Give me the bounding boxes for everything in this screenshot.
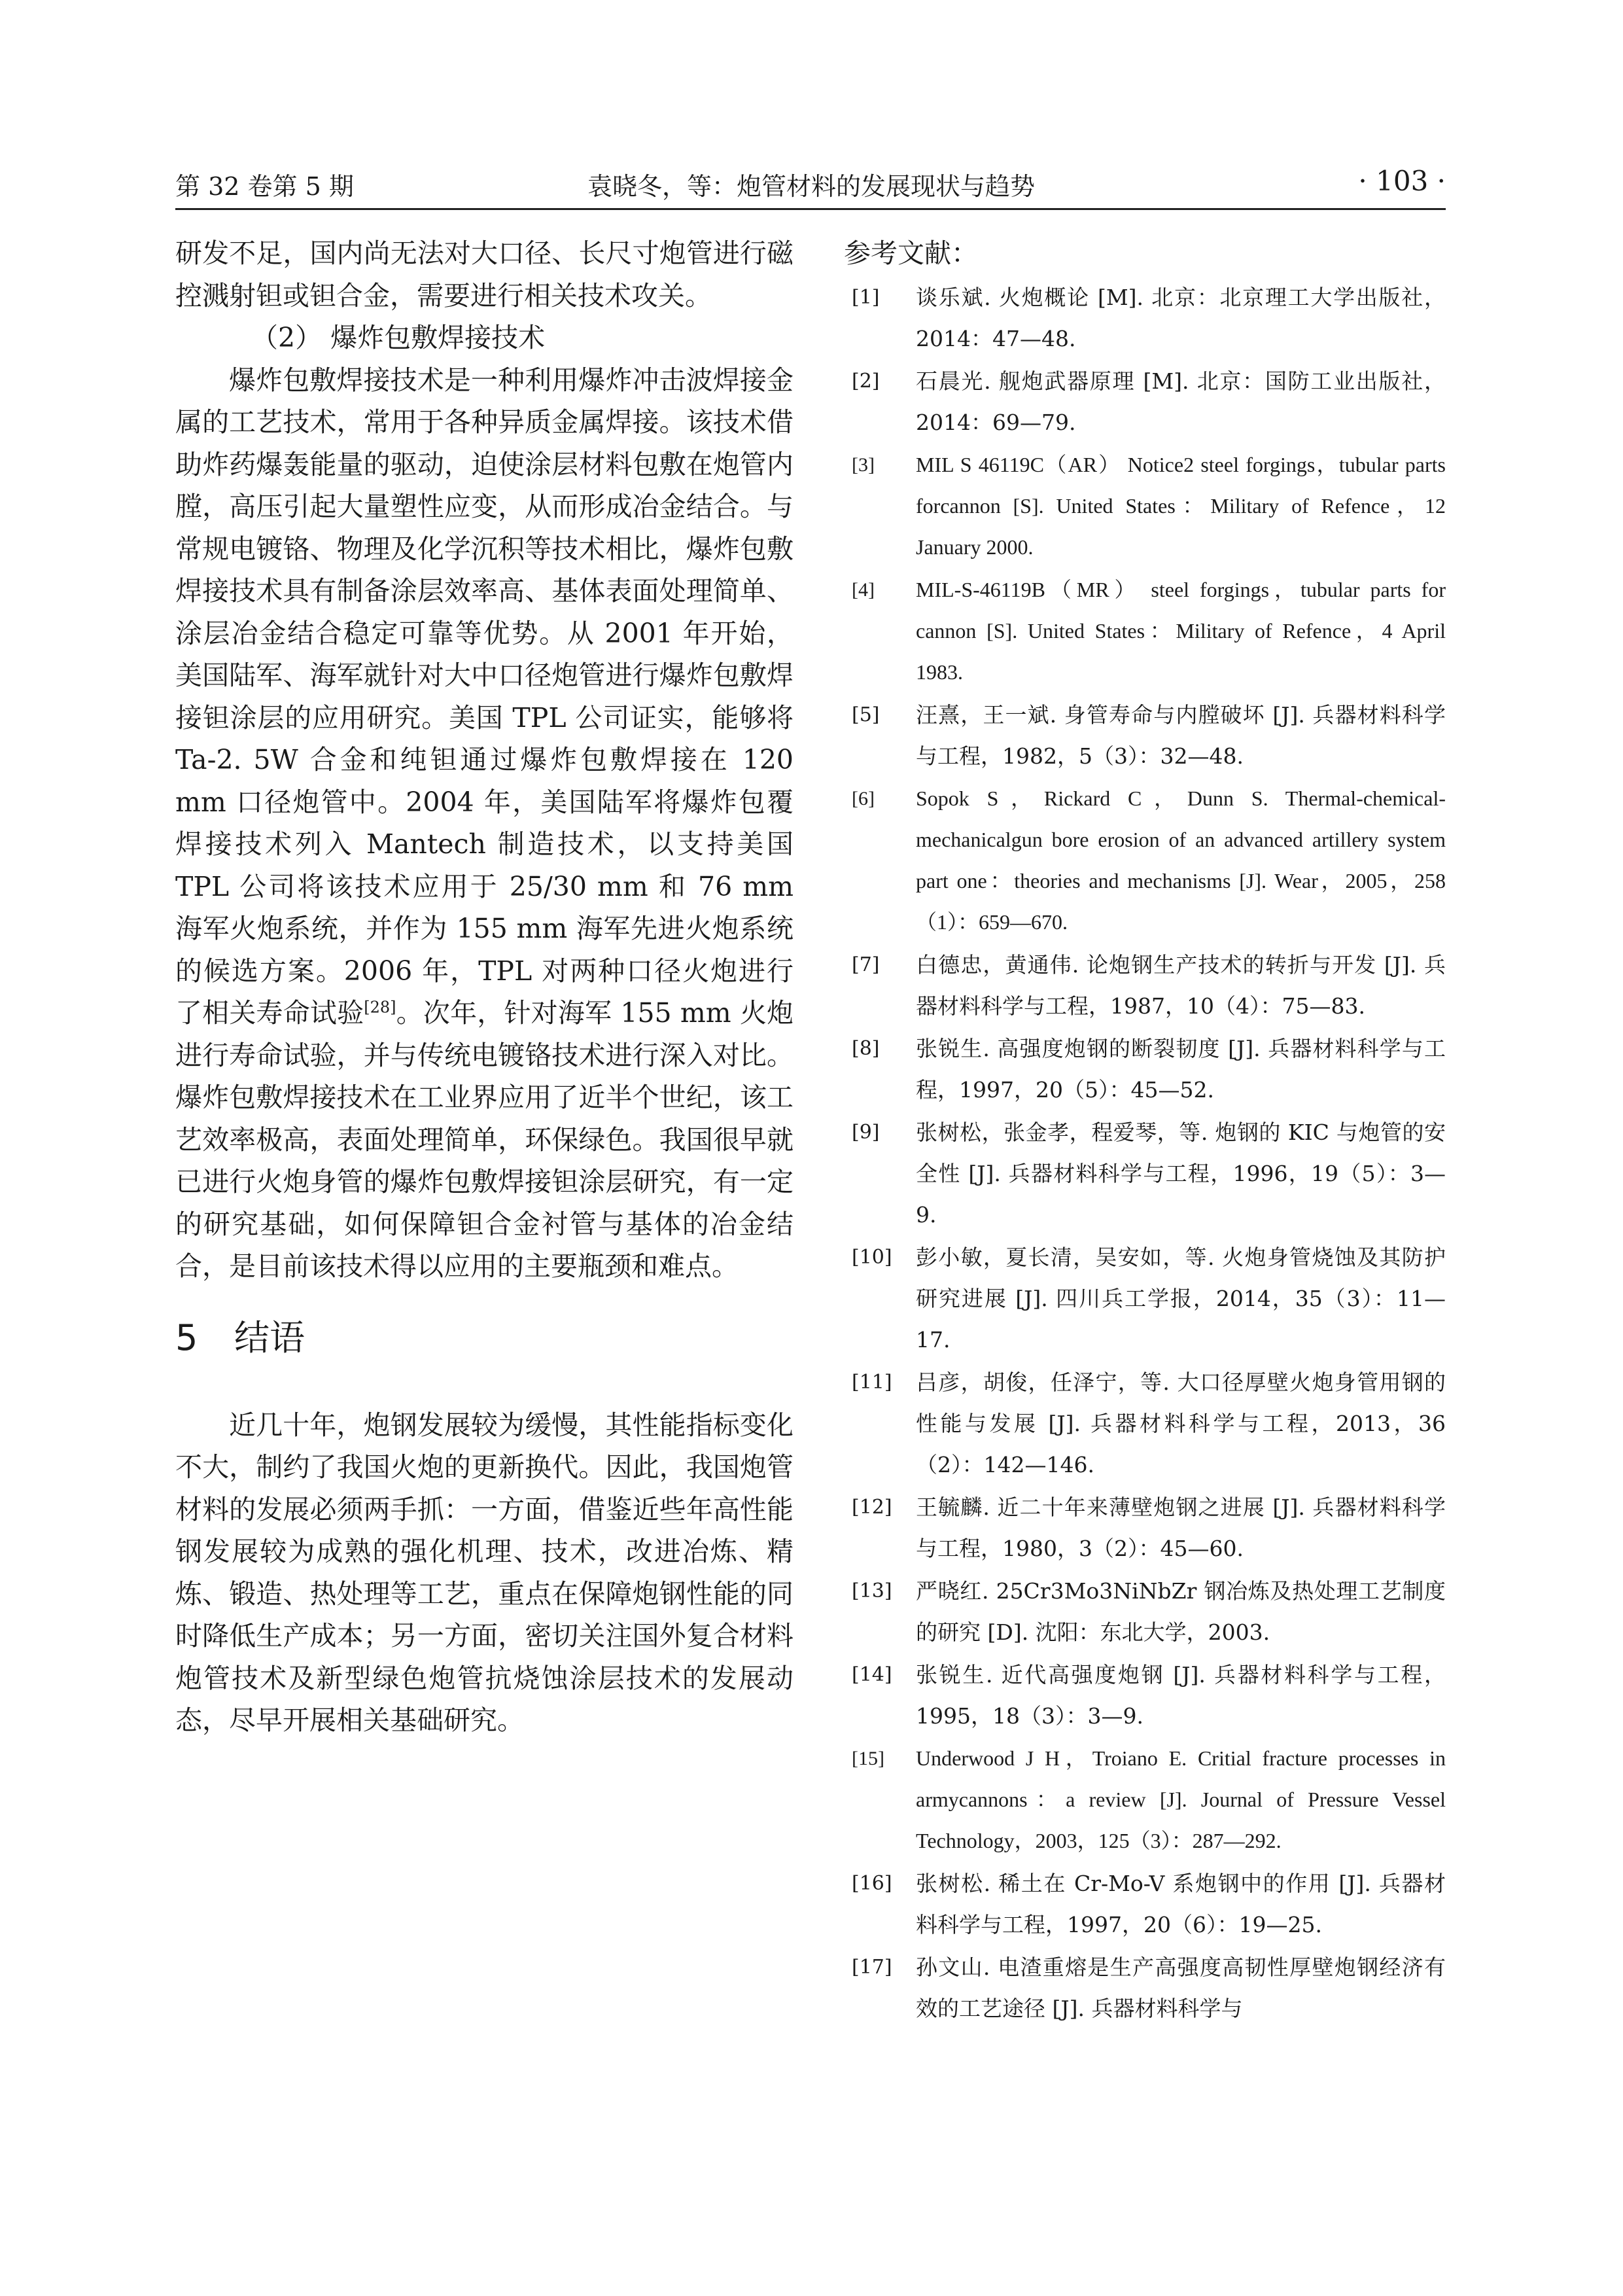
header-page-number: · 103 · — [1358, 165, 1446, 197]
right-column — [844, 232, 1446, 2030]
subsection-heading: （2） 爆炸包敷焊接技术 — [251, 322, 546, 353]
reference-number: [5] — [852, 703, 880, 726]
reference-text: 严晓红. 25Cr3Mo3NiNbZr 钢冶炼及热处理工艺制度的研究 [D]. 沈阳：东北大学，2003. — [916, 1578, 1446, 1645]
section-title: 结语 — [234, 1316, 305, 1358]
left-column — [175, 232, 794, 1742]
reference-number: [8] — [852, 1037, 880, 1060]
references-title: 参考文献： — [844, 238, 978, 269]
reference-number: [7] — [852, 953, 880, 976]
reference-item — [844, 1738, 1446, 1862]
reference-item — [844, 1237, 1446, 1360]
reference-text: 张树松，张金孝，程爱琴，等. 炮钢的 KIC 与炮管的安全性 [J]. 兵器材料科学与工程，1996，19（5）：3—9. — [916, 1120, 1446, 1227]
reference-number: [3] — [852, 454, 875, 476]
reference-item — [844, 944, 1446, 1027]
reference-number: [1] — [852, 286, 880, 309]
reference-text: MIL-S-46119B（MR） steel forgings，tubular parts for cannon [S]. United States：Military of Refence，4 April 1983. — [916, 578, 1446, 684]
reference-item — [844, 694, 1446, 777]
reference-item — [844, 1947, 1446, 2029]
section-heading — [175, 1315, 794, 1361]
reference-item — [844, 569, 1446, 693]
reference-number: [12] — [852, 1496, 892, 1519]
reference-item — [844, 361, 1446, 443]
reference-number: [17] — [852, 1956, 892, 1979]
reference-number: [9] — [852, 1121, 880, 1144]
running-header — [175, 167, 1446, 206]
reference-item — [844, 1863, 1446, 1945]
reference-number: [4] — [852, 579, 875, 601]
section-number: 5 — [175, 1316, 198, 1358]
reference-number: [16] — [852, 1872, 892, 1895]
reference-text: 汪熹，王一斌. 身管寿命与内膛破坏 [J]. 兵器材料科学与工程，1982，5（3）：32—48. — [916, 702, 1446, 769]
paragraph-explosive-cladding — [175, 359, 794, 1288]
reference-text: 白德忠，黄通伟. 论炮钢生产技术的转折与开发 [J]. 兵器材料科学与工程，1987，10（4）：75—83. — [916, 952, 1446, 1019]
reference-item — [844, 1570, 1446, 1653]
reference-number: [13] — [852, 1580, 892, 1602]
reference-number: [2] — [852, 370, 880, 393]
reference-text: 谈乐斌. 火炮概论 [M]. 北京：北京理工大学出版社，2014：47—48. — [916, 285, 1446, 351]
reference-text: 石晨光. 舰炮武器原理 [M]. 北京：国防工业出版社，2014：69—79. — [916, 368, 1446, 435]
header-volume-issue: 第 32 卷第 5 期 — [175, 172, 354, 201]
reference-number: [10] — [852, 1246, 892, 1269]
reference-text: 张锐生. 近代高强度炮钢 [J]. 兵器材料科学与工程，1995，18（3）：3—9. — [916, 1662, 1446, 1729]
reference-number: [15] — [852, 1748, 884, 1769]
reference-text: 吕彦，胡俊，任泽宁，等. 大口径厚壁火炮身管用钢的性能与发展 [J]. 兵器材料科学与工程，2013，36（2）：142—146. — [916, 1369, 1446, 1477]
reference-number: [14] — [852, 1663, 892, 1686]
reference-item — [844, 277, 1446, 359]
reference-text: Underwood J H，Troiano E. Critial fracture processes in armycannons：a review [J]. Journal of Pressure Vessel Technology，2003，125（3）：287—292. — [916, 1746, 1446, 1852]
paragraph-conclusion: 近几十年，炮钢发展较为缓慢，其性能指标变化不大，制约了我国火炮的更新换代。因此，我国炮管材料的发展必须两手抓：一方面，借鉴近些年高性能钢发展较为成熟的强化机理、技术，改进冶炼、精炼、锻造、热处理等工艺，重点在保障炮钢性能的同时降低生产成本；另一方面，密切关注国外复合材料炮管技术及新型绿色炮管抗烧蚀涂层技术的发展动态，尽早开展相关基础研究。 — [175, 1409, 794, 1736]
reference-text: 彭小敏，夏长清，吴安如，等. 火炮身管烧蚀及其防护研究进展 [J]. 四川兵工学报，2014，35（3）：11—17. — [916, 1245, 1446, 1352]
reference-list — [844, 277, 1446, 2029]
reference-number: [6] — [852, 788, 875, 809]
paragraph-text: 爆炸包敷焊接技术是一种利用爆炸冲击波焊接金属的工艺技术，常用于各种异质金属焊接。该技术借助炸药爆轰能量的驱动，迫使涂层材料包敷在炮管内膛，高压引起大量塑性应变，从而形成冶金结合。与常规电镀铬、物理及化学沉积等技术相比，爆炸包敷焊接技术具有制备涂层效率高、基体表面处理简单、涂层冶金结合稳定可靠等优势。从 2001 年开始，美国陆军、海军就针对大中口径炮管进行爆炸包敷焊接钽涂层的应用研究。美国 TPL 公司证实，能够将 Ta-2. 5W 合金和纯钽通过爆炸包敷焊接在 120 mm 口径炮管中。2004 年，美国陆军将爆炸包覆焊接技术列入 Mantech 制造技术，以支持美国 TPL 公司将该技术应用于 25/30 mm 和 76 mm 海军火炮系统，并作为 155 mm 海军先进火炮系统的候选方案。2006 年，TPL 对两种口径火炮进行了相关寿命试验 — [175, 364, 794, 1029]
reference-text: 张锐生. 高强度炮钢的断裂韧度 [J]. 兵器材料科学与工程，1997，20（5）：45—52. — [916, 1036, 1446, 1103]
paragraph-continued: 研发不足，国内尚无法对大口径、长尺寸炮管进行磁控溅射钽或钽合金，需要进行相关技术攻关。 — [175, 238, 794, 311]
citation-superscript: [28] — [364, 998, 396, 1017]
header-article-title: 袁晓冬，等：炮管材料的发展现状与趋势 — [587, 172, 1036, 201]
reference-text: 张树松. 稀土在 Cr-Mo-V 系炮钢中的作用 [J]. 兵器材料科学与工程，1997，20（6）：19—25. — [916, 1871, 1446, 1937]
reference-item — [844, 1362, 1446, 1485]
reference-item — [844, 778, 1446, 943]
reference-text: 王毓麟. 近二十年来薄壁炮钢之进展 [J]. 兵器材料科学与工程，1980，3（2）：45—60. — [916, 1494, 1446, 1561]
reference-item — [844, 1028, 1446, 1110]
reference-item — [844, 444, 1446, 568]
paragraph-text: 。次年，针对海军 155 mm 火炮进行寿命试验，并与传统电镀铬技术进行深入对比。爆炸包敷焊接技术在工业界应用了近半个世纪，该工艺效率极高，表面处理简单，环保绿色。我国很早就已进行火炮身管的爆炸包敷焊接钽涂层研究，有一定的研究基础，如何保障钽合金衬管与基体的冶金结合，是目前该技术得以应用的主要瓶颈和难点。 — [175, 997, 794, 1282]
reference-number: [11] — [852, 1371, 892, 1394]
reference-text: Sopok S，Rickard C，Dunn S. Thermal-chemical-mechanicalgun bore erosion of an advanced artillery system part one：theories and mechanisms [J]. Wear，2005，258（1）：659—670. — [916, 786, 1446, 934]
reference-item — [844, 1654, 1446, 1737]
reference-item — [844, 1112, 1446, 1235]
reference-item — [844, 1487, 1446, 1569]
reference-text: 孙文山. 电渣重熔是生产高强度高韧性厚壁炮钢经济有效的工艺途径 [J]. 兵器材料科学与 — [916, 1954, 1446, 2021]
header-rule — [175, 208, 1446, 210]
reference-text: MIL S 46119C（AR） Notice2 steel forgings，tubular parts forcannon [S]. United States：Military of Refence，12 January 2000. — [916, 453, 1446, 559]
